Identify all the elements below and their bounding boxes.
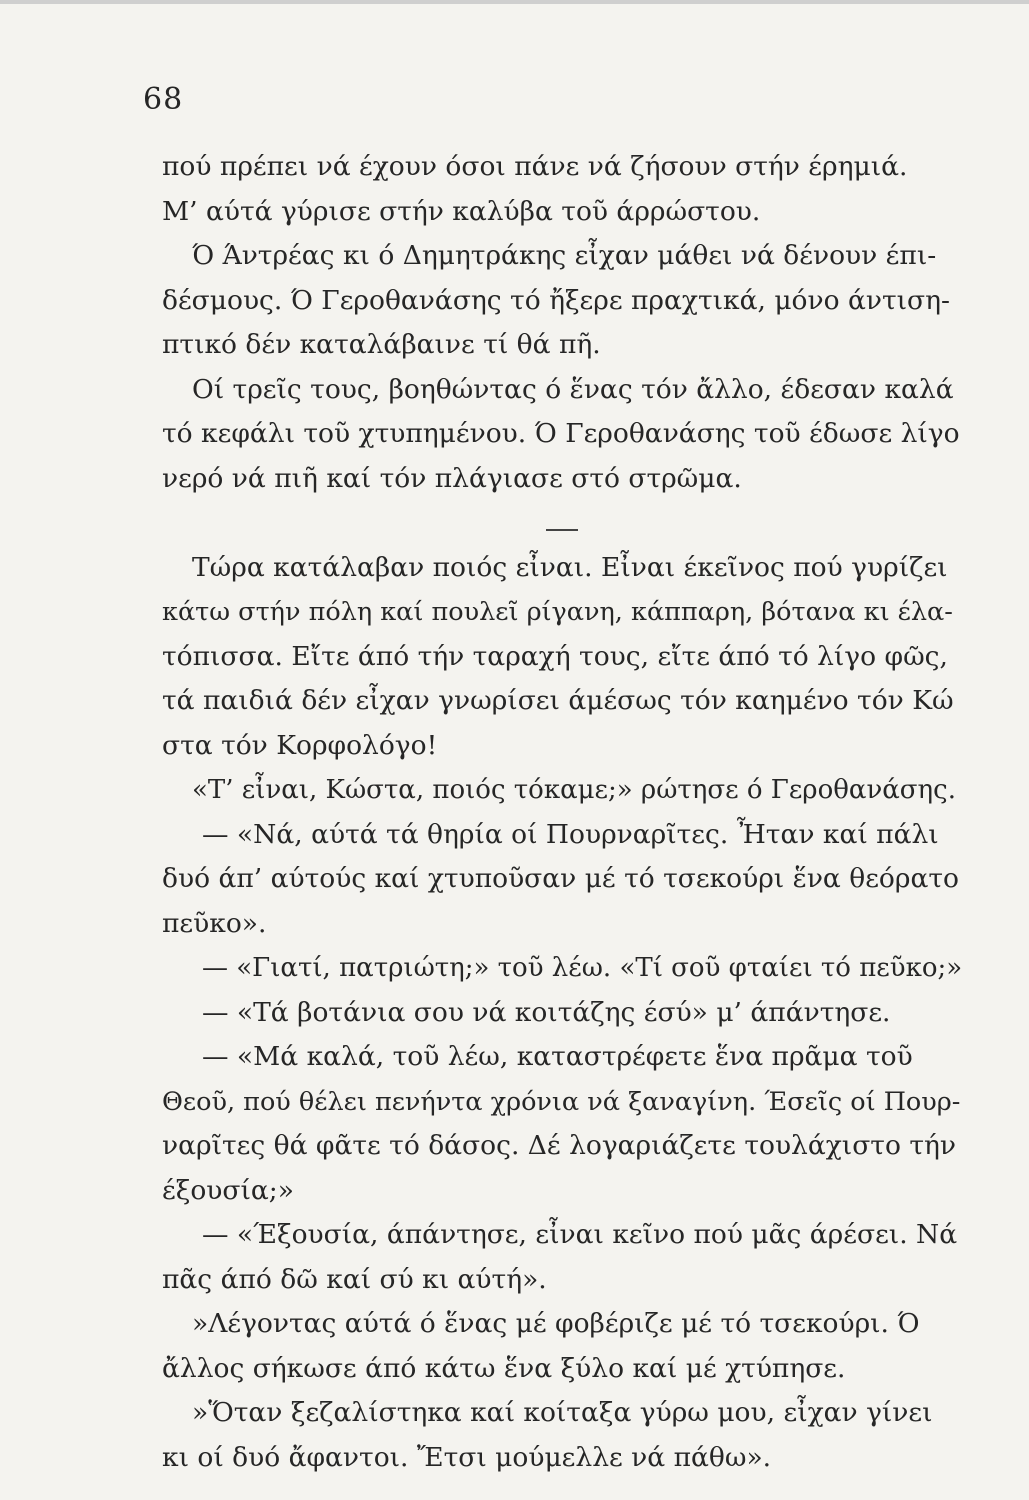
page-number: 68 — [143, 82, 184, 117]
text-line: — «Τά βοτάνια σου νά κοιτάζης έσύ» μ’ άπάντησε. — [202, 996, 891, 1028]
text-line: δυό άπ’ αύτούς καί χτυποῦσαν μέ τό τσεκούρι ἕνα θεόρατο — [162, 863, 959, 894]
text-line: δέσμους. Ό Γεροθανάσης τό ἤξερε πραχτικά, μόνο άντιση- — [162, 284, 950, 316]
text-line: στα τόν Κορφολόγο! — [162, 729, 438, 761]
text-line: — «Μά καλά, τοῦ λέω, καταστρέφετε ἕνα πρᾶμα τοῦ — [202, 1041, 913, 1072]
text-line: Οί τρεῖς τους, βοηθώντας ό ἕνας τόν ἄλλο, έδεσαν καλά — [192, 373, 954, 405]
text-line: έξουσία;» — [162, 1174, 294, 1206]
body-text — [162, 145, 962, 1480]
text-line: κάτω στήν πόλη καί πουλεῖ ρίγανη, κάππαρη, βότανα κι έλα- — [162, 597, 953, 627]
text-line: πτικό δέν καταλάβαινε τί θά πῆ. — [162, 329, 601, 360]
text-line: τά παιδιά δέν εἶχαν γνωρίσει άμέσως τόν καημένο τόν Κώ — [162, 685, 954, 716]
text-line: πᾶς άπό δῶ καί σύ κι αύτή». — [162, 1263, 547, 1295]
text-line: τόπισσα. Εἴτε άπό τήν ταραχή τους, εἴτε άπό τό λίγο φῶς, — [162, 640, 948, 672]
text-line: πού πρέπει νά έχουν όσοι πάνε νά ζήσουν στήν έρημιά. — [162, 151, 908, 182]
text-line: — «Έξουσία, άπάντησε, εἶναι κεῖνο πού μᾶς άρέσει. Νά — [202, 1219, 958, 1250]
text-line: — «Νά, αύτά τά θηρία οί Πουρναρῖτες. Ἦταν καί πάλι — [202, 818, 939, 850]
text-line: ἄλλος σήκωσε άπό κάτω ἕνα ξύλο καί μέ χτύπησε. — [162, 1352, 846, 1384]
text-line: «Τ’ εἶναι, Κώστα, ποιός τόκαμε;» ρώτησε ό Γεροθανάσης. — [192, 775, 956, 805]
text-line: »Λέγοντας αύτά ό ἕνας μέ φοβέριζε μέ τό τσεκούρι. Ό — [192, 1308, 920, 1339]
text-line: Ό Άντρέας κι ό Δημητράκης εἶχαν μάθει νά δένουν έπι- — [192, 240, 937, 271]
text-line: »Ὅταν ξεζαλίστηκα καί κοίταξα γύρω μου, εἶχαν γίνει — [192, 1397, 933, 1428]
text-line: Τώρα κατάλαβαν ποιός εἶναι. Εἶναι έκεῖνος πού γυρίζει — [192, 551, 948, 583]
text-line: νερό νά πιῆ καί τόν πλάγιασε στό στρῶμα. — [162, 462, 742, 494]
text-line: πεῦκο». — [162, 907, 267, 939]
separator-dash — [546, 529, 578, 531]
section-separator — [162, 501, 962, 546]
text-line: κι οί δυό ἄφαντοι. Ἔτσι μούμελλε νά πάθω». — [162, 1441, 772, 1473]
page-top-edge — [0, 0, 1029, 4]
text-line: Θεοῦ, πού θέλει πενήντα χρόνια νά ξαναγίνη. Έσεῖς οί Πουρ- — [162, 1086, 961, 1117]
text-line: τό κεφάλι τοῦ χτυπημένου. Ό Γεροθανάσης τοῦ έδωσε λίγο — [162, 418, 960, 449]
text-line: Μ’ αύτά γύρισε στήν καλύβα τοῦ άρρώστου. — [162, 195, 761, 227]
text-line: — «Γιατί, πατριώτη;» τοῦ λέω. «Τί σοῦ φταίει τό πεῦκο;» — [202, 953, 963, 983]
text-line: ναρῖτες θά φᾶτε τό δάσος. Δέ λογαριάζετε τουλάχιστο τήν — [162, 1130, 956, 1161]
